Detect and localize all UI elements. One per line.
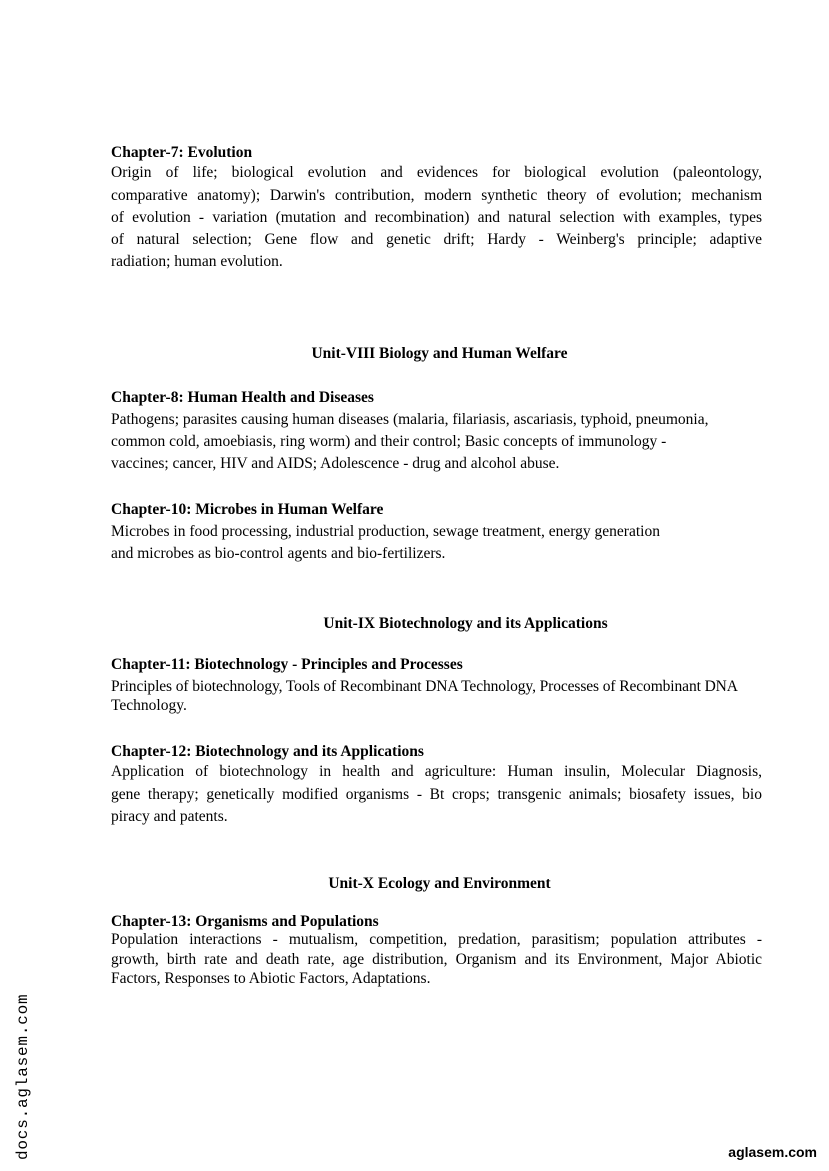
- chapter-7-line: comparative anatomy); Darwin's contribution, modern synthetic theory of evolution; mechanism: [111, 187, 762, 204]
- chapter-8-line: Pathogens; parasites causing human diseases (malaria, filariasis, ascariasis, typhoid, pneumonia,: [111, 411, 709, 428]
- chapter-13-line: Factors, Responses to Abiotic Factors, Adaptations.: [111, 970, 431, 987]
- chapter-10-line: and microbes as bio-control agents and bio-fertilizers.: [111, 545, 446, 562]
- chapter-8-line: vaccines; cancer, HIV and AIDS; Adolescence - drug and alcohol abuse.: [111, 455, 560, 472]
- chapter-7-line: radiation; human evolution.: [111, 253, 283, 270]
- unit-10-title: Unit-X Ecology and Environment: [328, 875, 551, 892]
- chapter-7-line: Origin of life; biological evolution and evidences for biological evolution (paleontology,: [111, 164, 762, 181]
- chapter-10-heading: Chapter-10: Microbes in Human Welfare: [111, 501, 384, 518]
- chapter-11-heading: Chapter-11: Biotechnology - Principles and Processes: [111, 656, 463, 673]
- chapter-12-line: Application of biotechnology in health and agriculture: Human insulin, Molecular Diagnosis,: [111, 763, 762, 780]
- chapter-13-line: growth, birth rate and death rate, age distribution, Organism and its Environment, Major Abiotic: [111, 951, 762, 968]
- chapter-10-line: Microbes in food processing, industrial production, sewage treatment, energy generation: [111, 523, 660, 540]
- chapter-7-line: of evolution - variation (mutation and recombination) and natural selection with examples, types: [111, 209, 762, 226]
- chapter-8-heading: Chapter-8: Human Health and Diseases: [111, 389, 374, 406]
- chapter-11-line: Principles of biotechnology, Tools of Recombinant DNA Technology, Processes of Recombinant DNA: [111, 678, 738, 695]
- chapter-11-line: Technology.: [111, 697, 187, 714]
- unit-9-title: Unit-IX Biotechnology and its Applications: [323, 615, 608, 632]
- chapter-7-heading: Chapter-7: Evolution: [111, 144, 253, 161]
- brand-footer: aglasem.com: [728, 1144, 817, 1160]
- chapter-12-heading: Chapter-12: Biotechnology and its Applications: [111, 743, 424, 760]
- chapter-13-heading: Chapter-13: Organisms and Populations: [111, 913, 379, 930]
- chapter-12-line: gene therapy; genetically modified organisms - Bt crops; transgenic animals; biosafety issues, bio: [111, 786, 762, 803]
- unit-8-title: Unit-VIII Biology and Human Welfare: [311, 345, 568, 362]
- chapter-13-line: Population interactions - mutualism, competition, predation, parasitism; population attributes -: [111, 931, 762, 948]
- chapter-12-line: piracy and patents.: [111, 808, 228, 825]
- chapter-7-line: of natural selection; Gene flow and genetic drift; Hardy - Weinberg's principle; adaptive: [111, 231, 762, 248]
- side-watermark: docs.aglasem.com: [14, 993, 32, 1160]
- chapter-8-line: common cold, amoebiasis, ring worm) and their control; Basic concepts of immunology -: [111, 433, 667, 450]
